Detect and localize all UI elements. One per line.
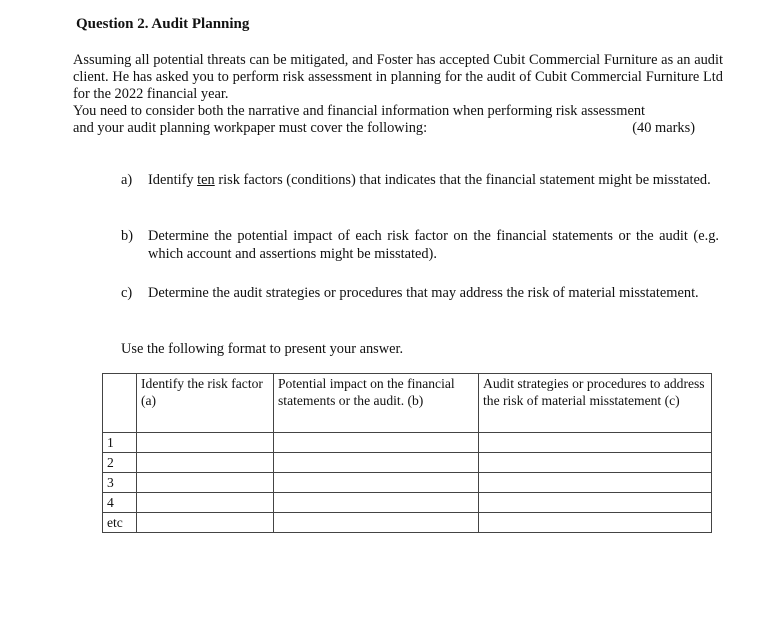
table-row [103, 453, 712, 473]
emphasis-ten: ten [197, 172, 215, 188]
table-cell[interactable] [479, 493, 712, 513]
header-cell-strategies: Audit strategies or procedures to address the risk of material misstatement (c) [479, 374, 712, 433]
table-cell[interactable] [137, 473, 274, 493]
row-number: 1 [103, 433, 137, 453]
format-instruction: Use the following format to present your answer. [121, 341, 404, 357]
instruction-line-2 [73, 120, 723, 137]
table-cell[interactable] [479, 473, 712, 493]
table-cell[interactable] [479, 433, 712, 453]
table-row [103, 513, 712, 533]
task-item-a [121, 171, 719, 189]
intro-paragraph: Assuming all potential threats can be mitigated, and Foster has accepted Cubit Commercial Furniture as an audit client. He has asked you to perform risk assessment in planning for the audit of Cubit Commercial Furniture Ltd for the 2022 financial year. [73, 52, 723, 102]
table-cell[interactable] [274, 433, 479, 453]
table-cell[interactable] [137, 433, 274, 453]
instruction-text: and your audit planning workpaper must cover the following: [73, 120, 428, 136]
marks-label: (40 marks) [632, 120, 695, 136]
table-cell[interactable] [479, 453, 712, 473]
task-item-c [121, 284, 719, 302]
table-cell[interactable] [137, 493, 274, 513]
task-label: c) [121, 285, 133, 301]
task-text: Identify ten risk factors (conditions) that indicates that the financial statement might be misstated. [148, 172, 711, 188]
question-title: Question 2. Audit Planning [76, 16, 250, 32]
header-cell-number [103, 374, 137, 433]
task-item-b [121, 227, 719, 263]
table-cell[interactable] [137, 513, 274, 533]
table-cell[interactable] [274, 493, 479, 513]
row-number: 3 [103, 473, 137, 493]
table-row [103, 493, 712, 513]
row-number: etc [103, 513, 137, 533]
task-text: Determine the potential impact of each risk factor on the financial statements or the audit (e.g. which account and assertions might be misstated). [148, 228, 719, 262]
task-label: a) [121, 172, 133, 188]
instruction-line-1: You need to consider both the narrative and financial information when performing risk assessment [73, 103, 646, 119]
row-number: 2 [103, 453, 137, 473]
question-intro [73, 52, 723, 137]
header-cell-impact: Potential impact on the financial statements or the audit. (b) [274, 374, 479, 433]
header-cell-risk-factor: Identify the risk factor (a) [137, 374, 274, 433]
table-cell[interactable] [274, 453, 479, 473]
task-text: Determine the audit strategies or procedures that may address the risk of material misstatement. [148, 285, 699, 301]
answer-format-table [102, 373, 712, 533]
table-cell[interactable] [479, 513, 712, 533]
table-row [103, 473, 712, 493]
row-number: 4 [103, 493, 137, 513]
table-cell[interactable] [137, 453, 274, 473]
table-row [103, 433, 712, 453]
table-cell[interactable] [274, 473, 479, 493]
table-header-row [103, 374, 712, 433]
table-cell[interactable] [274, 513, 479, 533]
task-label: b) [121, 228, 133, 244]
